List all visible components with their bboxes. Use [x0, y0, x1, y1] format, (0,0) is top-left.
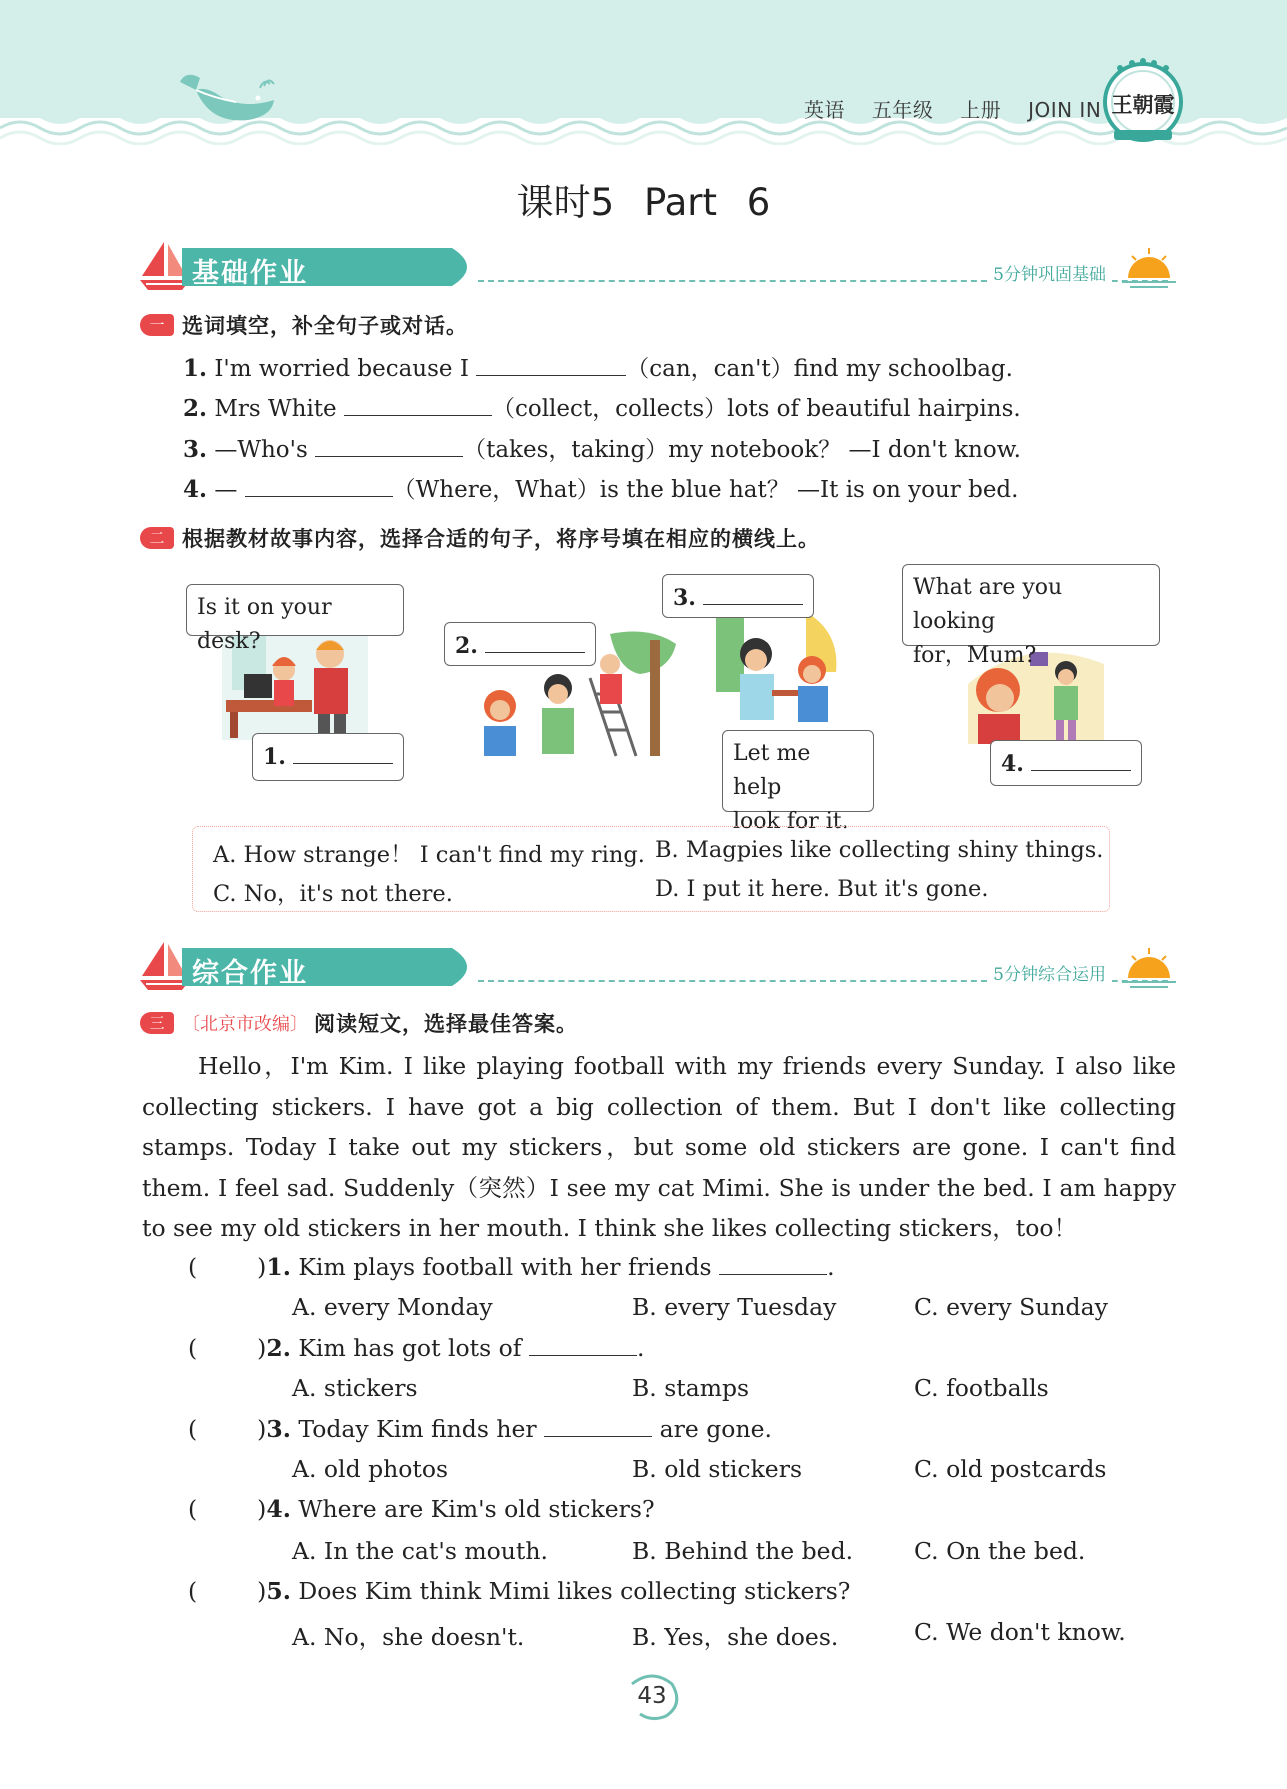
- q2-choice-a: A. stickers: [292, 1374, 418, 1402]
- exercise-number-badge: 三: [140, 1012, 174, 1034]
- question-5: ( )5. Does Kim think Mimi likes collecting stickers?: [188, 1577, 851, 1605]
- q5-choice-a: A. No，she doesn't.: [292, 1623, 525, 1651]
- exercise-2-instruction: 根据教材故事内容，选择合适的句子，将序号填在相应的横线上。: [182, 527, 820, 551]
- exercise-number-badge: 二: [140, 527, 174, 549]
- q5-choice-c: C. We don't know.: [914, 1618, 1126, 1646]
- exercise-2-heading: [140, 521, 820, 555]
- panel-3-speech-bubble: Let me help look for it.: [722, 730, 874, 812]
- header-volume: 上册: [960, 98, 1002, 122]
- exercise-3-source: 〔北京市改编〕: [182, 1014, 308, 1035]
- exercise-3-heading: [140, 1006, 578, 1040]
- q1-choice-c: C. every Sunday: [914, 1293, 1108, 1321]
- sunset-icon: [1120, 244, 1178, 292]
- section-title-comprehensive: 综合作业: [192, 958, 308, 989]
- answer-blank[interactable]: [476, 353, 626, 376]
- header-grade: 五年级: [871, 98, 934, 122]
- panel-3-answer-box[interactable]: 3.: [662, 574, 814, 618]
- section-header-comprehensive: [138, 938, 1178, 998]
- question-4: ( )4. Where are Kim's old stickers?: [188, 1495, 655, 1523]
- brand-seal-logo: [1100, 58, 1186, 148]
- option-b: B. Magpies like collecting shiny things.: [655, 837, 1104, 863]
- exercise-1-heading: [140, 308, 468, 342]
- section-header-basic: [138, 238, 1178, 298]
- option-d: D. I put it here. But it's gone.: [655, 876, 989, 902]
- panel-1-speech-bubble: Is it on your desk?: [186, 584, 404, 636]
- option-a: A. How strange！ I can't find my ring.: [213, 842, 645, 868]
- q5-choice-b: B. Yes，she does.: [632, 1623, 839, 1651]
- exercise-3-instruction: 阅读短文，选择最佳答案。: [314, 1012, 578, 1036]
- question-1: ( )1. Kim plays football with her friends .: [188, 1253, 835, 1281]
- ex1-item-3: 3. —Who's （takes，taking）my notebook？ —I don't know.: [183, 436, 1021, 463]
- section-tag-basic: 5分钟巩固基础: [987, 260, 1112, 285]
- page-number: 43: [622, 1670, 682, 1722]
- question-2: ( )2. Kim has got lots of .: [188, 1334, 645, 1362]
- answer-blank[interactable]: [344, 393, 492, 416]
- panel-4-answer-box[interactable]: 4.: [990, 740, 1142, 786]
- answer-blank[interactable]: [315, 434, 463, 457]
- section-title-basic: 基础作业: [192, 258, 308, 289]
- panel-1-answer-box[interactable]: 1.: [252, 733, 404, 781]
- ex2-options-box: [192, 826, 1110, 912]
- reading-passage: Hello，I'm Kim. I like playing football with my friends every Sunday. I also like collecting stickers. I have got a big collection of them. But I don't like collecting stamps. Today I take out my stickers，but some old stickers are gone. I can't find them. I feel sad. Suddenly（突然）I see my cat Mimi. She is under the bed. I am happy to see my old stickers in her mouth. I think she likes collecting stickers，too！: [142, 1052, 1176, 1242]
- header-textbook: JOIN IN: [1028, 98, 1102, 122]
- header-subject-info: [804, 94, 1121, 123]
- sunset-icon: [1120, 944, 1178, 992]
- ex1-item-2: 2. Mrs White （collect，collects）lots of beautiful hairpins.: [183, 395, 1021, 422]
- q3-choice-c: C. old postcards: [914, 1455, 1107, 1483]
- header-subject: 英语: [804, 98, 845, 122]
- lesson-title: 课时5 Part 6: [516, 181, 771, 224]
- answer-blank[interactable]: [719, 1252, 827, 1275]
- comic-panel-3-illustration: [716, 612, 840, 728]
- option-c: C. No，it's not there.: [213, 881, 453, 907]
- q2-choice-c: C. footballs: [914, 1374, 1049, 1402]
- header-band: [0, 0, 1287, 145]
- q4-choice-a: A. In the cat's mouth.: [292, 1537, 548, 1565]
- q1-choice-b: B. every Tuesday: [632, 1293, 837, 1321]
- ex1-item-4: 4. — （Where，What）is the blue hat？ —It is on your bed.: [183, 476, 1019, 503]
- q4-choice-c: C. On the bed.: [914, 1537, 1086, 1565]
- q4-choice-b: B. Behind the bed.: [632, 1537, 854, 1565]
- q1-choice-a: A. every Monday: [292, 1293, 493, 1321]
- panel-2-answer-box[interactable]: 2.: [444, 622, 596, 666]
- answer-blank[interactable]: [529, 1333, 637, 1356]
- q3-choice-a: A. old photos: [292, 1455, 449, 1483]
- q3-choice-b: B. old stickers: [632, 1455, 803, 1483]
- exercise-1-instruction: 选词填空，补全句子或对话。: [182, 314, 468, 338]
- answer-blank[interactable]: [245, 474, 393, 497]
- question-3: ( )3. Today Kim finds her are gone.: [188, 1415, 772, 1443]
- panel-4-speech-bubble: What are you looking for，Mum?: [902, 564, 1160, 646]
- svg-text:王朝霞: 王朝霞: [1111, 92, 1175, 117]
- section-tag-comprehensive: 5分钟综合运用: [987, 960, 1112, 985]
- ex1-item-1: 1. I'm worried because I （can，can't）find my schoolbag.: [183, 355, 1013, 382]
- exercise-number-badge: 一: [140, 314, 174, 336]
- answer-blank[interactable]: [544, 1414, 652, 1437]
- q2-choice-b: B. stamps: [632, 1374, 750, 1402]
